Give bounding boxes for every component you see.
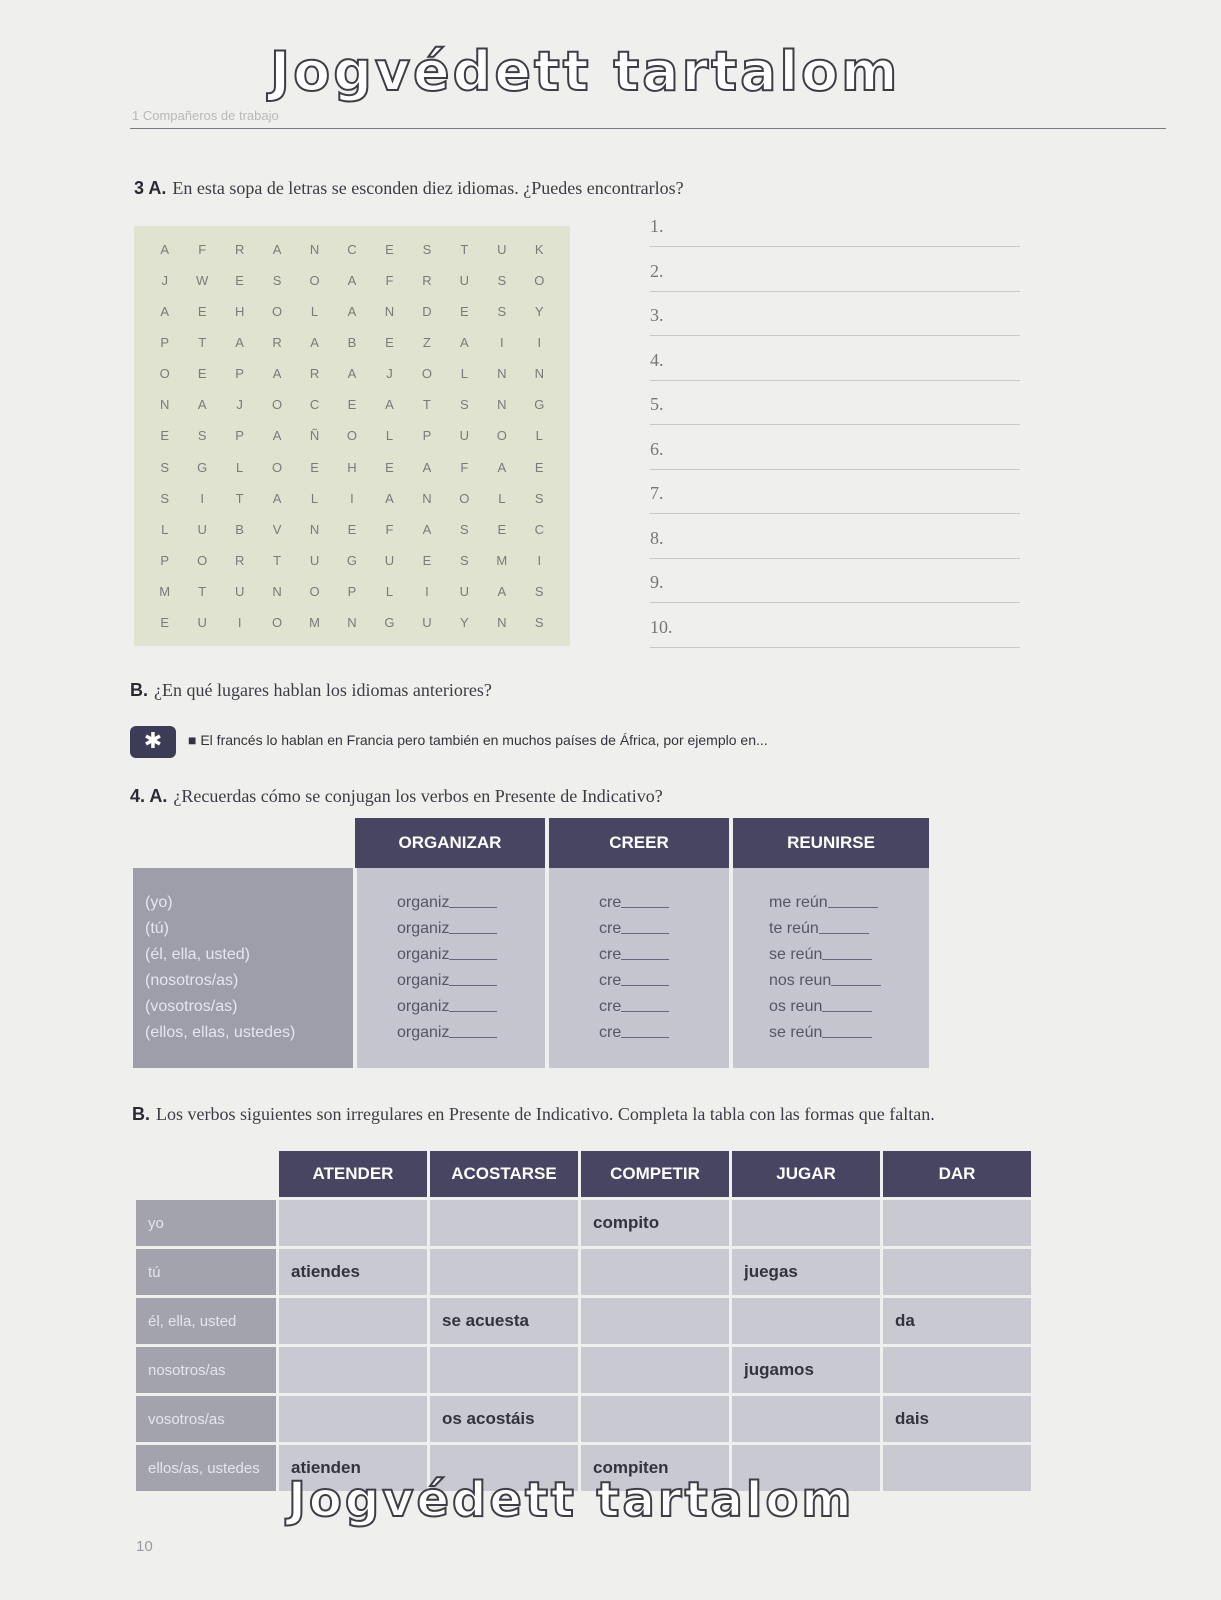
ending-blank[interactable] (621, 1020, 669, 1038)
verb-stem: organiz (397, 894, 450, 911)
verb-stem-row (769, 942, 929, 968)
word-search-letter: R (234, 552, 245, 568)
word-search-letter: G (534, 397, 545, 413)
pronoun-label: yo (135, 1199, 278, 1248)
word-search-letter: M (496, 552, 508, 568)
word-search-letter: A (160, 304, 170, 320)
ending-blank[interactable] (621, 916, 669, 934)
word-search-letter: A (160, 242, 170, 258)
watermark-top: Jogvédett tartalom (270, 40, 901, 103)
verb-stem-row (397, 916, 545, 942)
pronoun-label: vosotros/as (135, 1395, 278, 1444)
exercise-3a-number: 3 A. (134, 178, 167, 198)
answer-line[interactable]: 5. (650, 394, 1020, 425)
word-search-letter: B (235, 521, 244, 537)
table1-column-organizar (355, 868, 547, 1068)
word-search-letter: R (272, 335, 282, 351)
conjugation-cell[interactable] (429, 1248, 580, 1297)
verb-stem: te reún (769, 920, 819, 937)
verb-stem: cre (599, 894, 622, 911)
word-search-letter: A (272, 366, 282, 382)
word-search-letter: N (497, 366, 507, 382)
word-search-letter: I (537, 552, 542, 568)
word-search-letter: G (384, 614, 395, 630)
exercise-3b-number: B. (130, 680, 148, 700)
word-search-letter: F (198, 242, 207, 258)
word-search-letter: S (534, 614, 544, 630)
asterisk-icon: ✱ (130, 726, 176, 758)
conjugation-table-irregular (133, 1148, 1034, 1494)
answer-line[interactable]: 9. (650, 572, 1020, 603)
word-search-letter: O (159, 366, 170, 382)
word-search-letter: G (197, 459, 208, 475)
word-search-letter: U (197, 614, 207, 630)
verb-stem-row (397, 994, 545, 1020)
table2-row (135, 1199, 1033, 1248)
word-search-letter: M (309, 614, 320, 630)
table1-corner (133, 818, 355, 868)
conjugation-cell[interactable] (731, 1199, 882, 1248)
word-search-letter: L (460, 366, 468, 382)
conjugation-cell: se acuesta (429, 1297, 580, 1346)
word-search-letter: F (385, 521, 394, 537)
verb-stem: organiz (397, 946, 450, 963)
ending-blank[interactable] (828, 890, 878, 908)
watermark-bottom: Jogvédett tartalom (288, 1472, 855, 1528)
word-search-letter: L (236, 459, 244, 475)
ending-blank[interactable] (822, 1020, 872, 1038)
conjugation-cell: juegas (731, 1248, 882, 1297)
exercise-4a-text: ¿Recuerdas cómo se conjugan los verbos en Presente de Indicativo? (173, 786, 663, 806)
word-search-letter: P (160, 335, 170, 351)
word-search-letter: E (347, 397, 357, 413)
ending-blank[interactable] (449, 916, 497, 934)
word-search-letter: L (385, 428, 394, 444)
word-search-letter: N (272, 583, 282, 599)
answer-line[interactable]: 4. (650, 350, 1020, 381)
exercise-4b-prompt (132, 1104, 935, 1125)
exercise-3b-text: ¿En qué lugares hablan los idiomas anteriores? (154, 680, 492, 700)
word-search-letter: A (310, 335, 319, 351)
verb-stem-row (397, 1020, 545, 1046)
word-search-letter: N (422, 490, 432, 506)
pronoun-label: él, ella, usted (135, 1297, 278, 1346)
exercise-3a-prompt (134, 178, 684, 199)
ending-blank[interactable] (822, 942, 872, 960)
word-search-letter: P (235, 428, 244, 444)
table1-header-reunirse: REUNIRSE (731, 818, 929, 868)
conjugation-cell[interactable] (882, 1199, 1033, 1248)
ending-blank[interactable] (621, 942, 669, 960)
word-search-letter: I (425, 583, 429, 599)
verb-stem-row (599, 916, 729, 942)
exercise-4a-number: 4. A. (130, 786, 168, 806)
pronoun-label: (nosotros/as) (145, 972, 239, 989)
word-search-letter: N (309, 242, 320, 258)
word-search-letter: O (272, 459, 283, 475)
verb-stem: se reún (769, 946, 823, 963)
verb-stem-row (769, 1020, 929, 1046)
verb-stem-row (397, 968, 545, 994)
table2-header: ATENDER (278, 1150, 429, 1199)
verb-stem-row (599, 1020, 729, 1046)
word-search-letter: A (347, 304, 357, 320)
word-search-letter: U (309, 552, 320, 568)
word-search-letter: S (422, 242, 432, 258)
pronoun-label: (yo) (145, 894, 173, 911)
ending-blank[interactable] (621, 994, 669, 1012)
conjugation-cell[interactable] (731, 1395, 882, 1444)
word-search-letter: H (347, 459, 357, 475)
word-search-letter: A (347, 273, 357, 289)
answer-line[interactable]: 2. (650, 261, 1020, 292)
conjugation-cell: da (882, 1297, 1033, 1346)
word-search-letter: E (385, 242, 394, 258)
verb-stem-row (599, 942, 729, 968)
verb-stem-row (769, 968, 929, 994)
conjugation-cell: jugamos (731, 1346, 882, 1395)
word-search-letter: L (535, 428, 543, 444)
word-search-letter: O (309, 583, 320, 599)
word-search-letter: P (235, 366, 244, 382)
word-search-letter: S (160, 490, 170, 506)
word-search-letter: N (497, 614, 507, 630)
word-search-letter: O (197, 552, 208, 568)
pronoun-label: (tú) (145, 920, 169, 937)
answer-line[interactable]: 3. (650, 305, 1020, 336)
word-search-letter: V (272, 521, 282, 537)
word-search-letter: U (384, 552, 395, 568)
conjugation-cell[interactable] (278, 1297, 429, 1346)
conjugation-cell[interactable] (580, 1297, 731, 1346)
ending-blank[interactable] (449, 942, 497, 960)
word-search-letter: U (422, 614, 432, 630)
word-search-letter: Y (534, 304, 544, 320)
conjugation-cell[interactable] (580, 1346, 731, 1395)
word-search-letter: O (496, 428, 507, 444)
word-search-letter: P (160, 552, 170, 568)
word-search-letter: S (534, 490, 544, 506)
ending-blank[interactable] (831, 968, 881, 986)
pronoun-label: ellos/as, ustedes (135, 1444, 278, 1493)
word-search-letter: A (272, 242, 282, 258)
verb-stem: nos reun (769, 972, 832, 989)
conjugation-cell[interactable] (278, 1346, 429, 1395)
word-search-letter: D (422, 304, 432, 320)
word-search-letter: A (497, 459, 507, 475)
conjugation-cell: dais (882, 1395, 1033, 1444)
word-search-letter: E (310, 459, 319, 475)
word-search-letter: N (534, 366, 544, 382)
conjugation-cell[interactable] (278, 1199, 429, 1248)
exercise-4a-prompt (130, 786, 663, 807)
answer-line[interactable]: 7. (650, 483, 1020, 514)
verb-stem-row (769, 994, 929, 1020)
verb-stem-row (769, 916, 929, 942)
exercise-3a-text: En esta sopa de letras se esconden diez idiomas. ¿Puedes encontrarlos? (172, 178, 684, 198)
word-search-letter: U (497, 242, 507, 258)
table2-row (135, 1297, 1033, 1346)
word-search-letter: A (385, 397, 394, 413)
answer-line[interactable]: 1. (650, 216, 1020, 247)
pronoun-label: (ellos, ellas, ustedes) (145, 1024, 296, 1041)
word-search-letter: E (534, 459, 544, 475)
word-search-letter: F (385, 273, 394, 289)
table2-header: DAR (882, 1150, 1033, 1199)
word-search-letter: T (422, 397, 431, 413)
word-search-letter: E (422, 552, 432, 568)
verb-stem-row (599, 890, 729, 916)
verb-stem: organiz (397, 998, 450, 1015)
answer-line[interactable]: 6. (650, 439, 1020, 470)
word-search-letter: S (160, 459, 170, 475)
pronoun-label: tú (135, 1248, 278, 1297)
word-search-letter: T (235, 490, 244, 506)
verb-stem: se reún (769, 1024, 823, 1041)
word-search-letter: S (460, 521, 469, 537)
word-search-letter: O (272, 397, 283, 413)
pronoun-label: (vosotros/as) (145, 998, 238, 1015)
header-rule (130, 128, 1166, 129)
word-search-letter: R (309, 366, 320, 382)
word-search-letter: G (346, 552, 358, 568)
verb-stem: cre (599, 946, 622, 963)
verb-stem: cre (599, 998, 622, 1015)
word-search-letter: I (200, 490, 204, 506)
word-search-letter: N (497, 397, 507, 413)
word-search-letter: Ñ (309, 428, 320, 444)
word-search-letter: A (272, 490, 282, 506)
word-search-letter: E (497, 521, 507, 537)
verb-stem: cre (599, 920, 622, 937)
exercise-4b-text: Los verbos siguientes son irregulares en Presente de Indicativo. Completa la tabla con las formas que faltan. (156, 1104, 935, 1124)
word-search-letter: S (272, 273, 282, 289)
conjugation-cell[interactable] (882, 1346, 1033, 1395)
ending-blank[interactable] (621, 968, 669, 986)
word-search-letter: P (347, 583, 357, 599)
word-search-letter: O (346, 428, 358, 444)
word-search-letter: E (197, 366, 207, 382)
tip-text: ■ El francés lo hablan en Francia pero también en muchos países de África, por ejemplo en... (188, 732, 768, 748)
word-search-letter: A (197, 397, 207, 413)
verb-stem-row (599, 994, 729, 1020)
word-search-letter: U (459, 273, 470, 289)
verb-stem: cre (599, 1024, 622, 1041)
word-search-grid (134, 226, 570, 646)
table2-row (135, 1248, 1033, 1297)
word-search-letter: E (385, 335, 394, 351)
word-search-letter: R (234, 242, 245, 258)
pronoun-label: (él, ella, usted) (145, 946, 250, 963)
word-search-letter: T (198, 335, 207, 351)
word-search-letter: K (534, 242, 544, 258)
word-search-letter: R (422, 273, 432, 289)
verb-stem-row (599, 968, 729, 994)
table1-pronouns (133, 868, 355, 1068)
word-search-letter: O (459, 490, 470, 506)
word-search-letter: A (347, 366, 357, 382)
ending-blank[interactable] (449, 968, 497, 986)
word-search-letter: I (237, 614, 242, 630)
table2-row (135, 1346, 1033, 1395)
conjugation-cell[interactable] (580, 1395, 731, 1444)
verb-stem: organiz (397, 972, 450, 989)
word-search-letter: E (347, 521, 357, 537)
word-search-letter: U (459, 583, 470, 599)
word-search-letter: A (235, 335, 244, 351)
table2-corner (135, 1150, 278, 1199)
pronoun-label: nosotros/as (135, 1346, 278, 1395)
conjugation-cell: atienden (278, 1444, 429, 1493)
word-search-letter: I (350, 490, 354, 506)
conjugation-cell[interactable] (580, 1248, 731, 1297)
ending-blank[interactable] (449, 1020, 497, 1038)
table2-header: COMPETIR (580, 1150, 731, 1199)
word-search-letter: O (421, 366, 432, 382)
word-search-letter: S (497, 304, 507, 320)
table2-header: ACOSTARSE (429, 1150, 580, 1199)
table2-header: JUGAR (731, 1150, 882, 1199)
table1-column-creer (547, 868, 731, 1068)
word-search-letter: S (497, 273, 507, 289)
exercise-3b-prompt (130, 680, 492, 701)
word-search-letter: U (197, 521, 207, 537)
word-search-letter: J (236, 397, 243, 413)
answer-line[interactable]: 8. (650, 528, 1020, 559)
word-search-letter: E (160, 428, 170, 444)
word-search-letter: O (272, 304, 283, 320)
table2-row (135, 1395, 1033, 1444)
word-search-letter: E (235, 273, 244, 289)
word-search-letter: U (234, 583, 245, 599)
word-search-letter: T (198, 583, 207, 599)
ending-blank[interactable] (621, 890, 669, 908)
conjugation-cell[interactable] (429, 1346, 580, 1395)
conjugation-table-regular (133, 818, 929, 1068)
exercise-4b-number: B. (132, 1104, 150, 1124)
word-search-letter: J (386, 366, 393, 382)
table1-header-organizar: ORGANIZAR (355, 818, 547, 868)
conjugation-cell: os acostáis (429, 1395, 580, 1444)
word-search-letter: C (534, 521, 544, 537)
verb-stem: me reún (769, 894, 828, 911)
word-search-letter: E (385, 459, 394, 475)
word-search-letter: S (197, 428, 207, 444)
word-search-letter: P (422, 428, 432, 444)
word-search-letter: L (385, 583, 394, 599)
verb-stem-row (769, 890, 929, 916)
page-number: 10 (136, 1538, 153, 1555)
word-search-letter: I (499, 335, 504, 351)
verb-stem: organiz (397, 1024, 450, 1041)
table1-header-creer: CREER (547, 818, 731, 868)
word-search-letter: B (347, 335, 357, 351)
word-search-letter: E (460, 304, 469, 320)
word-search-letter: O (534, 273, 545, 289)
ending-blank[interactable] (822, 994, 872, 1012)
word-search-letter: L (310, 490, 319, 506)
word-search-letter: C (309, 397, 320, 413)
word-search-letter: H (234, 304, 245, 320)
word-search-letter: Y (460, 614, 469, 630)
verb-stem: organiz (397, 920, 450, 937)
word-search-letter: A (460, 335, 469, 351)
verb-stem-row (397, 890, 545, 916)
conjugation-cell[interactable] (882, 1248, 1033, 1297)
word-search-letter: L (161, 521, 169, 537)
word-search-letter: N (347, 614, 357, 630)
table1-column-reunirse (731, 868, 929, 1068)
word-search-letter: J (161, 273, 168, 289)
word-search-letter: A (422, 459, 432, 475)
answer-line[interactable]: 10. (650, 617, 1020, 648)
word-search-letter: F (460, 459, 469, 475)
conjugation-cell[interactable] (882, 1444, 1033, 1493)
word-search-letter: N (160, 397, 170, 413)
word-search-letter: A (385, 490, 394, 506)
word-search-letter: U (459, 428, 470, 444)
ending-blank[interactable] (449, 994, 497, 1012)
word-search-letter: S (460, 397, 469, 413)
word-search-letter: T (460, 242, 469, 258)
chapter-label: 1 Compañeros de trabajo (132, 108, 279, 123)
word-search-letter: L (310, 304, 319, 320)
word-search-letter: E (197, 304, 207, 320)
word-search-letter: S (460, 552, 469, 568)
word-search-letter: T (273, 552, 282, 568)
conjugation-cell: atiendes (278, 1248, 429, 1297)
word-search-letter: I (537, 335, 542, 351)
conjugation-cell: compiten (580, 1444, 731, 1493)
conjugation-cell[interactable] (731, 1297, 882, 1346)
word-search-letter: O (272, 614, 283, 630)
word-search-letter: E (160, 614, 170, 630)
word-search-letter: N (309, 521, 320, 537)
word-search-letter: L (498, 490, 506, 506)
word-search-letter: O (309, 273, 320, 289)
word-search-letter: W (196, 273, 209, 289)
conjugation-cell: compito (580, 1199, 731, 1248)
word-search-letter: M (159, 583, 171, 599)
verb-stem: cre (599, 972, 622, 989)
ending-blank[interactable] (449, 890, 497, 908)
conjugation-cell[interactable] (278, 1395, 429, 1444)
word-search-letter: N (384, 304, 395, 320)
word-search-letter: A (272, 428, 282, 444)
word-search-letter: Z (422, 335, 431, 351)
verb-stem: os reun (769, 998, 823, 1015)
word-search-letter: S (534, 583, 544, 599)
word-search-letter: C (347, 242, 357, 258)
ending-blank[interactable] (819, 916, 869, 934)
conjugation-cell[interactable] (429, 1199, 580, 1248)
word-search-letter: A (497, 583, 507, 599)
verb-stem-row (397, 942, 545, 968)
word-search-letter: A (422, 521, 432, 537)
